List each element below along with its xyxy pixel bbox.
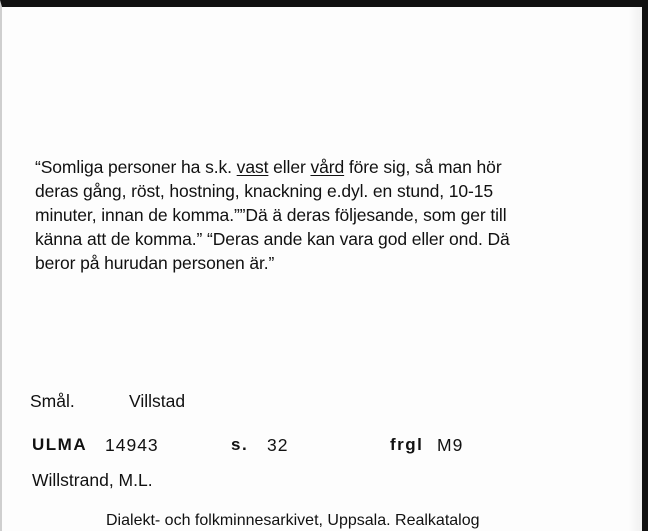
quote-line-1-part-1: “Somliga personer ha s.k. <box>35 157 237 177</box>
quote-line-2: deras gång, röst, hostning, knackning e.dyl. en stund, 10-15 <box>35 181 494 201</box>
archive-label: ULMA <box>32 435 88 454</box>
page-label: s. <box>231 435 249 454</box>
quote-text <box>35 155 615 275</box>
quote-line-1 <box>35 155 615 179</box>
questionnaire-code: M9 <box>437 435 464 455</box>
page-number: 32 <box>267 435 289 455</box>
underlined-word-vard: vård <box>310 157 345 177</box>
parish-label: Villstad <box>129 391 186 411</box>
quote-line-1-part-3: före sig, så man hör <box>344 157 502 177</box>
underlined-word-vast: vast <box>236 157 269 177</box>
archive-number: 14943 <box>105 435 159 455</box>
quote-line-4: känna att de komma.” “Deras ande kan vara god eller ond. Dä <box>35 229 510 249</box>
quote-line-5: beror på hurudan personen är.” <box>35 253 275 273</box>
archive-footer: Dialekt- och folkminnesarkivet, Uppsala. Realkatalog <box>106 512 480 529</box>
quote-line-1-part-2: eller <box>268 157 311 177</box>
questionnaire-label: frgl <box>390 435 424 454</box>
region-label: Smål. <box>30 391 75 411</box>
quote-line-3: minuter, innan de komma.””Dä ä deras följesande, som ger till <box>35 205 507 225</box>
archive-reference-row <box>2 435 648 459</box>
informant-name: Willstrand, M.L. <box>32 470 153 490</box>
